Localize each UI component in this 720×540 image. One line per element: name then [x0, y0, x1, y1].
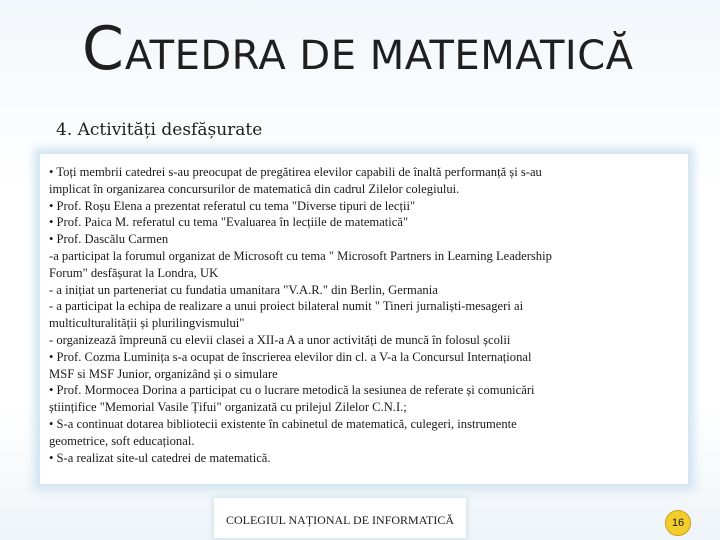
title-text: ATEDRA DE MATEMATICĂ [124, 33, 634, 79]
text-line: • Prof. Mormocea Dorina a participat cu o lucrare metodică la sesiunea de referate și comunicări [49, 383, 535, 398]
text-line: MSF si MSF Junior, organizând și o simulare [49, 366, 278, 381]
footer-text: COLEGIUL NAȚIONAL DE INFORMATICĂ [225, 513, 455, 527]
activities-text [49, 164, 689, 466]
section-subtitle: 4. Activități desfășurate [56, 120, 263, 140]
text-line: - a inițiat un parteneriat cu fundatia umanitara "V.A.R." din Berlin, Germania [49, 282, 438, 297]
text-line: • Prof. Cozma Luminița s-a ocupat de înscrierea elevilor din cl. a V-a la Concursul Internațional [49, 349, 532, 364]
text-line: • Prof. Dascălu Carmen [49, 232, 169, 247]
text-line: - a participat la echipa de realizare a unui proiect bilateral numit " Tineri jurnaliști-mesageri ai [49, 299, 524, 314]
footer-box [214, 498, 466, 538]
page-number-badge: 16 [665, 510, 691, 536]
text-line: - organizează împreună cu elevii clasei a XII-a A a unor activități de muncă în folosul școlii [49, 332, 511, 347]
text-line: -a participat la forumul organizat de Microsoft cu tema " Microsoft Partners in Learning Leadership [49, 248, 552, 263]
title-initial-letter: C [82, 14, 125, 84]
text-line: geometrice, soft educațional. [49, 433, 195, 448]
text-line: științifice "Memorial Vasile Țifui" organizată cu prilejul Zilelor C.N.I.; [49, 400, 407, 415]
text-line: • S-a continuat dotarea bibliotecii existente în cabinetul de matematică, culegeri, instrumente [49, 416, 517, 431]
text-line: • S-a realizat site-ul catedrei de matematică. [49, 450, 271, 465]
text-line: • Prof. Paica M. referatul cu tema "Evaluarea în lecțiile de matematică" [49, 215, 409, 230]
text-line: implicat în organizarea concursurilor de matematică din cadrul Zilelor colegiului. [49, 181, 460, 196]
text-line: multiculturalității și plurilingvismului" [49, 316, 245, 331]
text-line: • Toți membrii catedrei s-au preocupat de pregătirea elevilor capabili de înaltă performanță și s-au [49, 165, 542, 179]
text-line: Forum" desfășurat la Londra, UK [49, 265, 219, 280]
text-line: • Prof. Roșu Elena a prezentat referatul cu tema "Diverse tipuri de lecții" [49, 198, 416, 213]
slide-title [82, 14, 633, 84]
